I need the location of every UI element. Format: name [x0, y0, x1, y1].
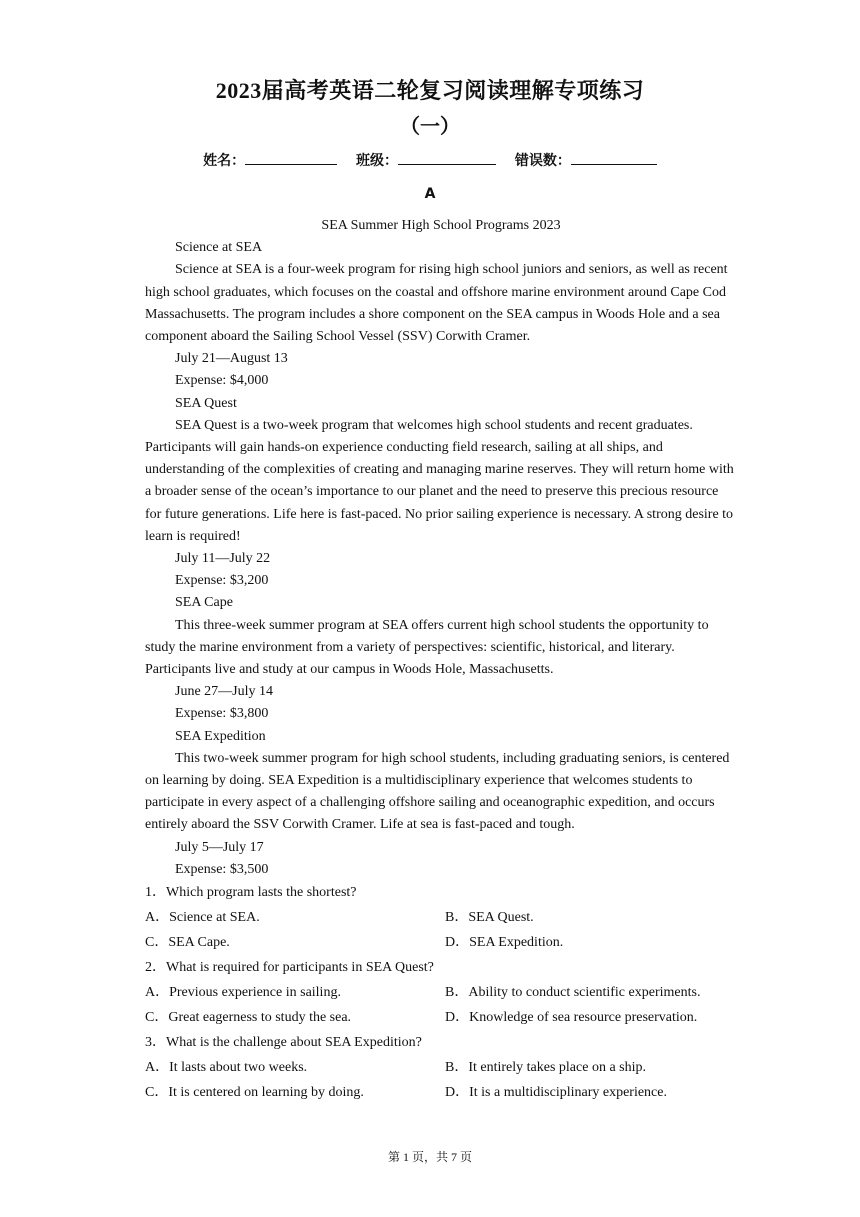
option-row — [145, 980, 737, 1005]
class-blank[interactable] — [398, 150, 496, 165]
errors-label: 错误数： — [514, 153, 571, 169]
answer-option[interactable]: B．It entirely takes place on a ship. — [445, 1060, 646, 1075]
program-title: Science at SEA — [175, 240, 263, 256]
program-expense: Expense: $3,800 — [175, 706, 269, 722]
section-letter: A — [424, 186, 436, 202]
page-subtitle: （一） — [400, 116, 460, 138]
student-info-line — [0, 150, 860, 170]
program-description: This two-week summer program for high school students, including graduating seniors, is centered on learning by doing. SEA Expedition is a multidisciplinary experience that welcomes students to participate in every aspect of a challenging offshore sailing and oceanographic expedition, and occurs entirely aboard the SSV Corwith Cramer. Life at sea is fast-paced and tough. — [145, 750, 730, 833]
answer-option[interactable]: D．SEA Expedition. — [445, 935, 564, 950]
errors-blank[interactable] — [571, 150, 657, 165]
answer-option[interactable]: A．Previous experience in sailing. — [145, 985, 341, 1000]
page-title: 2023届高考英语二轮复习阅读理解专项练习 — [215, 78, 645, 103]
name-label: 姓名： — [203, 153, 246, 169]
answer-option[interactable]: B．Ability to conduct scientific experiments. — [445, 985, 701, 1000]
program-expense: Expense: $3,500 — [175, 861, 269, 877]
question-stem: 1．Which program lasts the shortest? — [145, 885, 357, 900]
program-description: This three-week summer program at SEA offers current high school students the opportunity to study the marine environment from a variety of perspectives: scientific, historical, and literary. Participants live and study at our campus in Woods Hole, Massachusetts. — [145, 617, 709, 678]
option-row — [145, 1080, 737, 1105]
program-dates: July 11—July 22 — [175, 551, 271, 567]
answer-option[interactable]: A．Science at SEA. — [145, 910, 260, 925]
option-row — [145, 1055, 737, 1080]
program-title: SEA Quest — [175, 395, 237, 411]
question-list — [145, 880, 737, 1105]
passage — [145, 215, 737, 881]
answer-option[interactable]: D．It is a multidisciplinary experience. — [445, 1085, 667, 1100]
answer-option[interactable]: B．SEA Quest. — [445, 910, 534, 925]
program-description: Science at SEA is a four-week program for rising high school juniors and seniors, as well as recent high school graduates, which focuses on the coastal and offshore marine environment around Cape Cod Massachusetts. The program includes a shore component on the SEA campus in Woods Hole and a sea component aboard the Sailing School Vessel (SSV) Corwith Cramer. — [145, 262, 728, 345]
question-stem: 2．What is required for participants in SEA Quest? — [145, 960, 434, 975]
program-expense: Expense: $3,200 — [175, 573, 269, 589]
program-dates: July 21—August 13 — [175, 351, 288, 367]
option-row — [145, 930, 737, 955]
page-footer: 第 1 页，共 7 页 — [387, 1150, 472, 1164]
option-row — [145, 1005, 737, 1030]
class-label: 班级： — [356, 153, 398, 169]
program-title: SEA Expedition — [175, 728, 266, 744]
program-title: SEA Cape — [175, 595, 233, 611]
program-dates: June 27—July 14 — [175, 684, 273, 700]
question-stem: 3．What is the challenge about SEA Expedition? — [145, 1035, 422, 1050]
answer-option[interactable]: A．It lasts about two weeks. — [145, 1060, 308, 1075]
answer-option[interactable]: D．Knowledge of sea resource preservation. — [445, 1010, 698, 1025]
option-row — [145, 905, 737, 930]
passage-heading: SEA Summer High School Programs 2023 — [321, 218, 561, 233]
answer-option[interactable]: C．It is centered on learning by doing. — [145, 1085, 364, 1100]
program-description: SEA Quest is a two-week program that welcomes high school students and recent graduates. Participants will gain hands-on experience conducting field research, sailing at all ships, and understanding of the complexities of creating and managing marine reserves. They will return home with a broader sense of the ocean’s importance to our planet and the need to preserve this precious resource for future generations. Life here is fast-paced. No prior sailing experience is necessary. A strong desire to learn is required! — [145, 417, 734, 544]
answer-option[interactable]: C．Great eagerness to study the sea. — [145, 1010, 352, 1025]
name-blank[interactable] — [245, 150, 337, 165]
program-expense: Expense: $4,000 — [175, 373, 269, 389]
answer-option[interactable]: C．SEA Cape. — [145, 935, 230, 950]
program-dates: July 5—July 17 — [175, 839, 264, 855]
